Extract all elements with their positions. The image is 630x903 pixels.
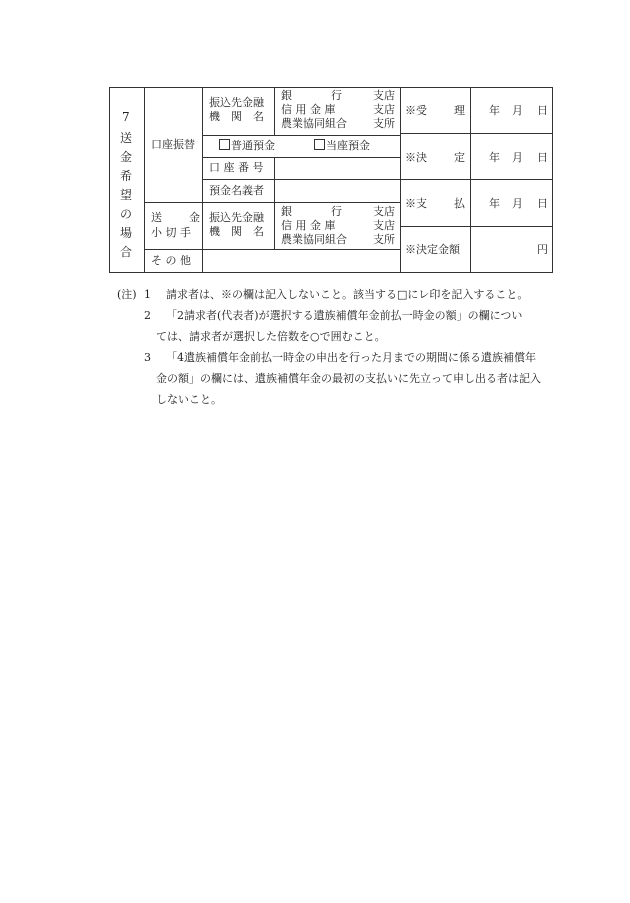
checkbox-icon[interactable] bbox=[219, 139, 230, 150]
payment-label: 払 bbox=[454, 197, 465, 210]
account-number-label: 口 座 番 号 bbox=[209, 161, 264, 174]
bank-type-text: 農業協同組合 bbox=[281, 233, 347, 246]
decided-amount-label: ※決定金額 bbox=[405, 243, 460, 256]
note-number: 1 bbox=[144, 288, 151, 301]
yen-unit: 円 bbox=[537, 243, 548, 256]
account-holder-field[interactable] bbox=[275, 180, 400, 202]
account-number-field[interactable] bbox=[275, 158, 400, 179]
branch-text: 支所 bbox=[373, 117, 395, 130]
grid-line bbox=[144, 87, 145, 273]
bank-name-label: 振込先金融 bbox=[209, 211, 264, 224]
account-transfer-label: 口座振替 bbox=[151, 138, 195, 151]
branch-text: 支店 bbox=[373, 205, 395, 218]
note-text: 請求者は、※の欄は記入しないこと。該当する□にレ印を記入すること。 bbox=[166, 288, 529, 301]
branch-text: 支店 bbox=[373, 103, 395, 116]
branch-text: 支店 bbox=[373, 89, 395, 102]
note-text: 金の額」の欄には、遺族補償年金の最初の支払いに先立って申し出る者は記入 bbox=[156, 372, 541, 385]
year-unit: 年 bbox=[489, 104, 500, 117]
other-field[interactable] bbox=[203, 250, 400, 272]
toza-label: 当座預金 bbox=[326, 139, 370, 152]
check-label: 金 bbox=[189, 211, 200, 224]
year-unit: 年 bbox=[489, 151, 500, 164]
other-label: そ の 他 bbox=[151, 254, 191, 267]
table-border bbox=[109, 272, 553, 273]
receipt-label: ※受 bbox=[405, 104, 427, 117]
grid-line bbox=[400, 226, 553, 227]
day-unit: 日 bbox=[537, 197, 548, 210]
toza-option[interactable] bbox=[314, 139, 370, 152]
grid-line bbox=[202, 135, 400, 136]
bank-name-label: 機 関 名 bbox=[209, 110, 264, 123]
section-title: 送金希望の場合 bbox=[119, 131, 132, 259]
bank-type-text: 信 用 金 庫 bbox=[281, 103, 336, 116]
grid-line bbox=[144, 202, 400, 203]
note-text: 「4遺族補償年金前払一時金の申出を行った月までの期間に係る遺族補償年 bbox=[166, 351, 536, 364]
grid-line bbox=[400, 133, 553, 134]
month-unit: 月 bbox=[512, 104, 523, 117]
table-border bbox=[109, 87, 110, 273]
bank-type-text: 信 用 金 庫 bbox=[281, 219, 336, 232]
grid-line bbox=[274, 87, 275, 135]
branch-text: 支所 bbox=[373, 233, 395, 246]
year-unit: 年 bbox=[489, 197, 500, 210]
note-text: 「2請求者(代表者)が選択する遺族補償年金前払一時金の額」の欄につい bbox=[166, 309, 523, 322]
decision-label: 定 bbox=[454, 151, 465, 164]
note-number: 2 bbox=[144, 309, 151, 322]
note-text: ては、請求者が選択した倍数を○で囲むこと。 bbox=[156, 330, 386, 343]
bank-name-label: 機 関 名 bbox=[209, 225, 264, 238]
account-holder-label: 預金名義者 bbox=[209, 184, 264, 197]
grid-line bbox=[202, 87, 203, 273]
branch-text: 支店 bbox=[373, 219, 395, 232]
futsu-label: 普通預金 bbox=[231, 139, 275, 152]
note-text: しないこと。 bbox=[156, 393, 222, 406]
checkbox-icon[interactable] bbox=[314, 139, 325, 150]
payment-label: ※支 bbox=[405, 197, 427, 210]
grid-line bbox=[400, 87, 401, 273]
section-number: 7 bbox=[122, 110, 130, 124]
receipt-label: 理 bbox=[454, 104, 465, 117]
bank-type-text: 農業協同組合 bbox=[281, 117, 347, 130]
table-border bbox=[109, 87, 553, 88]
table-border bbox=[552, 87, 553, 273]
grid-line bbox=[470, 87, 471, 273]
note-number: 3 bbox=[144, 351, 151, 364]
month-unit: 月 bbox=[512, 197, 523, 210]
check-label: 小 切 手 bbox=[151, 226, 191, 239]
month-unit: 月 bbox=[512, 151, 523, 164]
futsu-option[interactable] bbox=[219, 139, 275, 152]
bank-type-text: 行 bbox=[331, 89, 342, 102]
decision-label: ※決 bbox=[405, 151, 427, 164]
grid-line bbox=[400, 179, 553, 180]
day-unit: 日 bbox=[537, 104, 548, 117]
day-unit: 日 bbox=[537, 151, 548, 164]
remittance-form-table bbox=[109, 87, 553, 273]
check-label: 送 bbox=[151, 211, 162, 224]
bank-type-text: 行 bbox=[331, 205, 342, 218]
bank-name-label: 振込先金融 bbox=[209, 96, 264, 109]
bank-type-text: 銀 bbox=[281, 89, 292, 102]
bank-type-text: 銀 bbox=[281, 205, 292, 218]
notes-prefix: (注) bbox=[117, 288, 137, 301]
